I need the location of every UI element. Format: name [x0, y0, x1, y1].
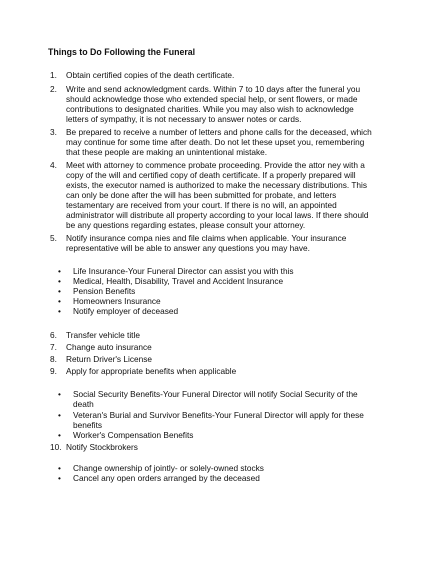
list-number: 3. — [50, 127, 57, 137]
list-number: 8. — [50, 354, 57, 364]
list-text: Notify insurance compa nies and file claims when applicable. Your insurance — [66, 233, 347, 243]
list-text: letters of sympathy, it is not necessary to answer notes or cards. — [66, 114, 302, 124]
list-text: Write and send acknowledgment cards. Within 7 to 10 days after the funeral you — [66, 84, 361, 94]
list-text: may continue for some time after death. Do not let these upset you, remembering — [66, 137, 365, 147]
bullet-text: Worker's Compensation Benefits — [73, 430, 194, 440]
list-text: contributions to designated charities. While you may also wish to acknowledge — [66, 104, 354, 114]
list-text: Obtain certified copies of the death certificate. — [66, 70, 235, 80]
list-text: be any questions regarding estates, please consult your attorney. — [66, 220, 306, 230]
bullet-icon: • — [58, 276, 61, 286]
bullet-icon: • — [58, 410, 61, 420]
bullet-text: Life Insurance-Your Funeral Director can assist you with this — [73, 266, 294, 276]
bullet-text: Change ownership of jointly- or solely-owned stocks — [73, 463, 264, 473]
bullet-icon: • — [58, 463, 61, 473]
bullet-text: Cancel any open orders arranged by the deceased — [73, 473, 260, 483]
list-text: exists, the executor named is authorized to make the necessary distributions. This — [66, 180, 367, 190]
bullet-icon: • — [58, 430, 61, 440]
list-number: 7. — [50, 342, 57, 352]
list-text: can only be done after the will has been submitted for probate, and letters — [66, 190, 337, 200]
list-text: administrator will distribute all property according to your local laws. If there should — [66, 210, 369, 220]
list-text: Meet with attorney to commence probate proceeding. Provide the attor ney with a — [66, 160, 365, 170]
list-text: testamentary are received from your court. If there is no will, an appointed — [66, 200, 337, 210]
bullet-text: Pension Benefits — [73, 286, 136, 296]
list-number: 2. — [50, 84, 57, 94]
list-text: Notify Stockbrokers — [66, 442, 138, 452]
bullet-icon: • — [58, 286, 61, 296]
list-number: 6. — [50, 330, 57, 340]
bullet-text: benefits — [73, 420, 103, 430]
list-number: 10. — [50, 442, 62, 452]
list-text: Be prepared to receive a number of letters and phone calls for the deceased, which — [66, 127, 372, 137]
bullet-text: Medical, Health, Disability, Travel and Accident Insurance — [73, 276, 284, 286]
bullet-text: death — [73, 399, 94, 409]
list-number: 9. — [50, 366, 57, 376]
bullet-text: Veteran's Burial and Survivor Benefits-Your Funeral Director will apply for these — [73, 410, 364, 420]
list-text: Return Driver's License — [66, 354, 152, 364]
list-number: 1. — [50, 70, 57, 80]
list-number: 4. — [50, 160, 57, 170]
bullet-icon: • — [58, 296, 61, 306]
list-text: that these people are making an unintentional mistake. — [66, 147, 268, 157]
bullet-text: Homeowners Insurance — [73, 296, 161, 306]
bullet-icon: • — [58, 266, 61, 276]
list-text: copy of the will and certified copy of death certificate. If a properly prepared will — [66, 170, 356, 180]
bullet-icon: • — [58, 389, 61, 399]
list-text: Change auto insurance — [66, 342, 152, 352]
list-text: Transfer vehicle title — [66, 330, 140, 340]
list-text: should acknowledge those who extended special help, or sent flowers, or made — [66, 94, 358, 104]
list-number: 5. — [50, 233, 57, 243]
bullet-icon: • — [58, 306, 61, 316]
bullet-icon: • — [58, 473, 61, 483]
bullet-text: Social Security Benefits-Your Funeral Director will notify Social Security of the — [73, 389, 358, 399]
bullet-text: Notify employer of deceased — [73, 306, 179, 316]
list-text: Apply for appropriate benefits when applicable — [66, 366, 237, 376]
list-text: representative will be able to answer any questions you may have. — [66, 243, 310, 253]
document-title: Things to Do Following the Funeral — [48, 47, 196, 57]
